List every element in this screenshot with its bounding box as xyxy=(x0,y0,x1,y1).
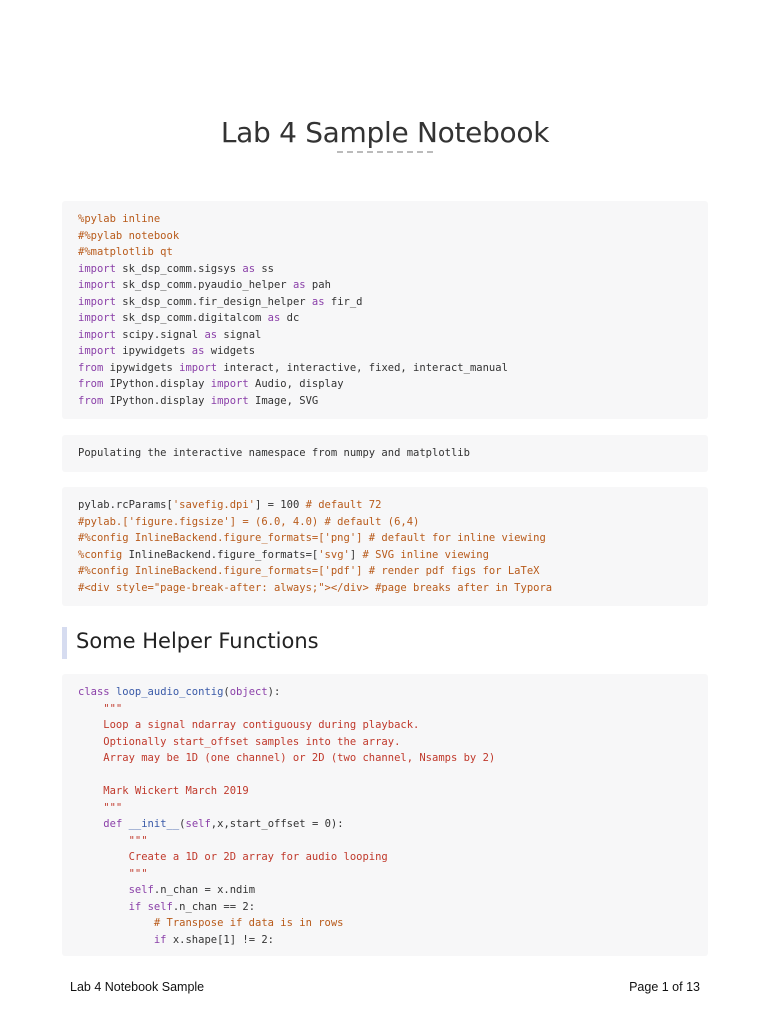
code-token: as xyxy=(242,262,256,275)
code-line xyxy=(78,447,470,459)
code-token: sk_dsp_comm.pyaudio_helper xyxy=(115,279,293,291)
code-token: as xyxy=(267,312,281,324)
code-line xyxy=(78,516,419,528)
code-line xyxy=(78,868,148,880)
code-token: # SVG inline viewing xyxy=(362,548,489,561)
code-line xyxy=(78,549,489,561)
code-token: """ xyxy=(78,867,148,880)
code-line xyxy=(78,884,255,896)
code-token: self xyxy=(185,818,211,830)
code-token: Populating the interactive namespace from numpy and matplotlib xyxy=(78,447,470,459)
code-line xyxy=(78,329,261,341)
code-token: sk_dsp_comm.sigsys xyxy=(115,262,243,275)
code-token: """ xyxy=(78,801,123,814)
code-line xyxy=(78,917,344,929)
code-token: class xyxy=(78,686,110,698)
code-line xyxy=(78,785,249,797)
code-token xyxy=(78,818,103,830)
code-token: as xyxy=(204,328,218,341)
code-token: from xyxy=(78,394,104,407)
code-token: as xyxy=(292,279,306,291)
code-token: IPython.display xyxy=(103,378,211,390)
code-line xyxy=(78,296,363,308)
code-token: #pylab.['figure.figsize'] = (6.0, 4.0) # default (6,4) xyxy=(78,515,420,528)
section-heading-block xyxy=(62,627,708,659)
code-line xyxy=(78,901,255,913)
code-token: import xyxy=(78,312,116,324)
code-token xyxy=(78,934,154,946)
code-token: #%pylab notebook xyxy=(78,229,180,242)
code-token: %pylab inline xyxy=(78,213,161,225)
code-token: __init__ xyxy=(128,818,180,830)
code-token: scipy.signal xyxy=(115,328,205,341)
code-token: def xyxy=(103,818,123,830)
code-token xyxy=(78,884,129,896)
code-line xyxy=(78,582,552,594)
title-underline xyxy=(337,151,433,153)
code-line xyxy=(78,378,344,390)
code-line xyxy=(78,230,179,242)
code-line xyxy=(78,532,546,544)
code-token: pylab.rcParams[ xyxy=(78,499,173,511)
code-block xyxy=(78,211,692,409)
code-token: import xyxy=(179,361,218,374)
code-token: Image, SVG xyxy=(248,394,319,407)
code-token: object xyxy=(229,686,268,698)
code-line xyxy=(78,345,255,357)
code-line xyxy=(78,752,495,764)
footer-document-title: Lab 4 Notebook Sample xyxy=(70,980,205,994)
code-line xyxy=(78,263,274,275)
code-token: %config xyxy=(78,548,123,561)
code-token: ss xyxy=(255,262,274,275)
code-token: self xyxy=(128,884,154,896)
code-line xyxy=(78,246,173,258)
code-token: if xyxy=(153,933,167,946)
code-token: as xyxy=(311,295,325,308)
code-token: Create a 1D or 2D array for audio looping xyxy=(78,851,388,863)
code-token: .n_chan == 2: xyxy=(172,900,256,913)
code-token: sk_dsp_comm.digitalcom xyxy=(115,312,268,324)
code-token: from xyxy=(78,378,104,390)
code-token: ( xyxy=(223,686,230,698)
code-line xyxy=(78,312,299,324)
code-line xyxy=(78,934,274,946)
code-block xyxy=(78,684,692,948)
code-token: if xyxy=(128,900,142,913)
code-line xyxy=(78,499,381,511)
code-token: """ xyxy=(78,834,148,847)
code-token: import xyxy=(78,295,116,308)
code-line xyxy=(78,719,419,731)
code-token: pah xyxy=(305,279,331,291)
code-block xyxy=(78,497,692,596)
code-token: fir_d xyxy=(324,295,363,308)
page-title: Lab 4 Sample Notebook xyxy=(220,116,550,149)
code-token: IPython.display xyxy=(103,394,211,407)
code-token: ): xyxy=(267,686,281,698)
code-token: interact, interactive, fixed, interact_manual xyxy=(217,361,508,374)
code-line xyxy=(78,213,160,225)
code-token: x.shape[1] != 2: xyxy=(166,933,274,946)
code-line xyxy=(78,851,388,863)
code-token: ( xyxy=(179,818,186,830)
code-line xyxy=(78,736,400,748)
code-line xyxy=(78,686,280,698)
code-token: import xyxy=(210,378,249,390)
section-heading: Some Helper Functions xyxy=(76,629,319,653)
code-token: #%config InlineBackend.figure_formats=['png'] # default for inline viewing xyxy=(78,532,546,544)
code-token: Mark Wickert March 2019 xyxy=(78,785,249,797)
code-token xyxy=(78,901,129,913)
code-token: 'savefig.dpi' xyxy=(172,499,256,511)
code-token: loop_audio_contig xyxy=(115,686,224,698)
code-token: .n_chan = x.ndim xyxy=(153,884,256,896)
code-token: Audio, display xyxy=(248,378,344,390)
code-token: ] = 100 xyxy=(255,499,306,511)
code-token: # Transpose if data is in rows xyxy=(153,917,344,929)
code-token: import xyxy=(78,262,116,275)
code-token xyxy=(78,917,154,929)
code-token: #%config InlineBackend.figure_formats=['pdf'] # render pdf figs for LaTeX xyxy=(78,565,540,577)
code-token: #<div style="page-break-after: always;"></div> #page breaks after in Typora xyxy=(78,581,553,594)
code-token: #%matplotlib qt xyxy=(78,246,173,258)
code-line xyxy=(78,802,122,814)
code-line xyxy=(78,703,122,715)
output-text xyxy=(78,445,692,462)
code-token: Loop a signal ndarray contiguousy during playback. xyxy=(78,719,420,731)
code-token: self xyxy=(147,900,173,913)
code-token: widgets xyxy=(204,345,256,357)
code-token: from xyxy=(78,361,104,374)
code-token: import xyxy=(78,328,116,341)
code-token: sk_dsp_comm.fir_design_helper xyxy=(115,295,312,308)
code-token: import xyxy=(78,279,116,291)
code-token: dc xyxy=(280,312,300,324)
code-token: Array may be 1D (one channel) or 2D (two channel, Nsamps by 2) xyxy=(78,752,496,764)
code-cell-config[interactable] xyxy=(62,487,708,606)
code-line xyxy=(78,395,318,407)
output-cell xyxy=(62,435,708,472)
code-token: signal xyxy=(217,328,262,341)
code-token: Optionally start_offset samples into the array. xyxy=(78,735,401,748)
code-token: as xyxy=(191,345,205,357)
heading-accent-bar xyxy=(62,627,67,659)
code-cell-helper[interactable] xyxy=(62,674,708,956)
code-token: import xyxy=(210,394,249,407)
code-line xyxy=(78,279,331,291)
code-line xyxy=(78,818,344,830)
code-token: ,x,start_offset = 0): xyxy=(210,818,344,830)
code-token: 'svg' xyxy=(318,548,350,561)
code-line xyxy=(78,362,508,374)
title-block xyxy=(0,116,770,153)
code-line xyxy=(78,835,148,847)
code-token: """ xyxy=(78,702,123,715)
code-token: ] xyxy=(349,548,363,561)
code-token: import xyxy=(78,345,116,357)
code-token: ipywidgets xyxy=(115,345,192,357)
code-cell-imports[interactable] xyxy=(62,201,708,419)
code-token: ipywidgets xyxy=(103,361,180,374)
code-token: # default 72 xyxy=(305,499,382,511)
footer-page-number: Page 1 of 13 xyxy=(629,980,700,994)
code-line xyxy=(78,565,539,577)
code-token: InlineBackend.figure_formats=[ xyxy=(122,548,319,561)
